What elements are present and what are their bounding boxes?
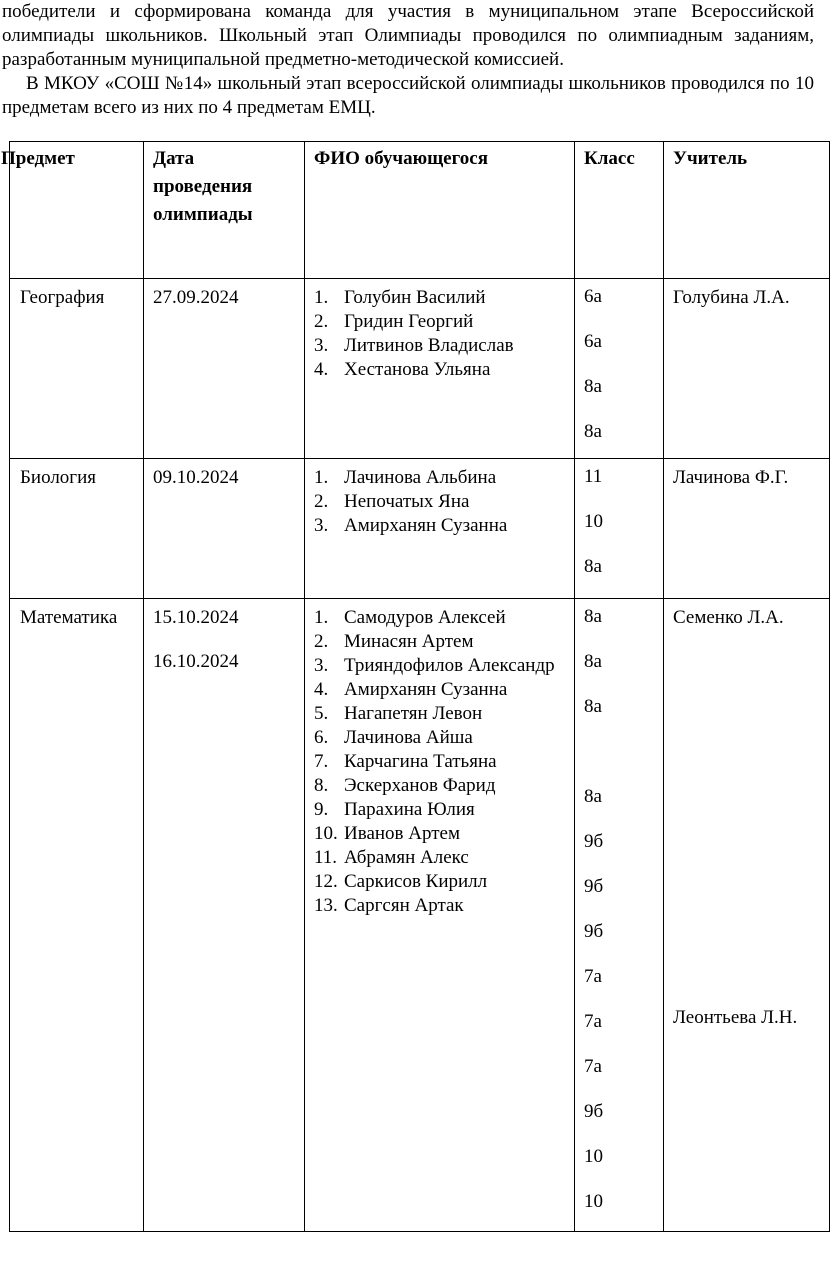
intro-paragraph-1: победители и сформирована команда для участия в муниципальном этапе Всероссийской олимпиады школьников. Школьный этап Олимпиады проводился по олимпиадным заданиям, разработанным муниципальной предметно-методической комиссией. bbox=[2, 1, 814, 70]
grade-value: 11 bbox=[584, 466, 603, 487]
date-value: 16.10.2024 bbox=[153, 651, 239, 672]
grade-value: 9б bbox=[584, 921, 604, 942]
grade-value: 10 bbox=[584, 511, 603, 532]
grade-value: 9б bbox=[584, 876, 604, 897]
intro-paragraph-2: В МКОУ «СОШ №14» школьный этап всероссийской олимпиады школьников проводился по 10 предметам всего из них по 4 предметам ЕМЦ. bbox=[2, 73, 814, 118]
grade-value: 6а bbox=[584, 286, 602, 307]
grade-value: 9б bbox=[584, 831, 604, 852]
grade-value: 8а bbox=[584, 651, 602, 672]
grade-value: 9б bbox=[584, 1101, 604, 1122]
students-cell bbox=[305, 599, 575, 1232]
date-value: 09.10.2024 bbox=[153, 467, 239, 488]
date-cell bbox=[144, 279, 305, 459]
list-item: 5. Нагапетян Левон bbox=[314, 703, 483, 724]
teacher-name: Леонтьева Л.Н. bbox=[673, 1007, 798, 1028]
students-cell bbox=[305, 279, 575, 459]
list-item: 2. Минасян Артем bbox=[314, 631, 474, 652]
table-row bbox=[10, 459, 830, 599]
grade-value: 7а bbox=[584, 1011, 602, 1032]
student-list bbox=[314, 286, 565, 382]
grade-value: 7а bbox=[584, 1056, 602, 1077]
student-list bbox=[314, 606, 565, 918]
teacher-name: Голубина Л.А. bbox=[673, 287, 790, 308]
teacher-cell bbox=[664, 459, 830, 599]
teacher-name: Лачинова Ф.Г. bbox=[673, 467, 789, 488]
list-item: 9. Парахина Юлия bbox=[314, 799, 475, 820]
list-item: 4. Хестанова Ульяна bbox=[314, 359, 491, 380]
grade-value: 10 bbox=[584, 1146, 603, 1167]
subject-cell: Биология bbox=[10, 459, 144, 599]
list-item: 6. Лачинова Айша bbox=[314, 727, 473, 748]
teacher-name: Семенко Л.А. bbox=[673, 607, 784, 628]
list-item: 2. Гридин Георгий bbox=[314, 311, 474, 332]
list-item: 1. Голубин Василий bbox=[314, 287, 486, 308]
list-item: 3. Трияндофилов Александр bbox=[314, 655, 555, 676]
grade-value: 10 bbox=[584, 1191, 603, 1212]
date-value: 15.10.2024 bbox=[153, 607, 239, 628]
header-student: ФИО обучающегося bbox=[305, 142, 575, 279]
grade-value: 8а bbox=[584, 421, 602, 442]
grade-value: 7а bbox=[584, 966, 602, 987]
table-row bbox=[10, 279, 830, 459]
grade-value: 8а bbox=[584, 696, 602, 717]
teacher-cell bbox=[664, 279, 830, 459]
list-item: 13. Саргсян Артак bbox=[314, 895, 464, 916]
students-cell bbox=[305, 459, 575, 599]
list-item: 10. Иванов Артем bbox=[314, 823, 460, 844]
olympiad-table bbox=[1, 141, 830, 1232]
grade-value: 8а bbox=[584, 376, 602, 397]
list-item: 4. Амирханян Сузанна bbox=[314, 679, 508, 700]
date-cell bbox=[144, 599, 305, 1232]
student-list bbox=[314, 466, 565, 538]
list-item: 8. Эскерханов Фарид bbox=[314, 775, 496, 796]
date-cell bbox=[144, 459, 305, 599]
grade-value: 8а bbox=[584, 606, 602, 627]
grades-cell bbox=[575, 279, 664, 459]
grade-value: 8а bbox=[584, 786, 602, 807]
list-item: 2. Непочатых Яна bbox=[314, 491, 470, 512]
subject-cell: География bbox=[10, 279, 144, 459]
list-item: 3. Амирханян Сузанна bbox=[314, 515, 508, 536]
subject-cell: Математика bbox=[10, 599, 144, 1232]
intro-text bbox=[2, 0, 814, 120]
table-header-row bbox=[10, 142, 830, 279]
teacher-cell bbox=[664, 599, 830, 1232]
table-row bbox=[10, 599, 830, 1232]
list-item: 12. Саркисов Кирилл bbox=[314, 871, 488, 892]
list-item: 1. Лачинова Альбина bbox=[314, 467, 497, 488]
grades-cell bbox=[575, 459, 664, 599]
grade-value: 8а bbox=[584, 556, 602, 577]
list-item: 11. Абрамян Алекс bbox=[314, 847, 469, 868]
grade-value: 6а bbox=[584, 331, 602, 352]
date-value: 27.09.2024 bbox=[153, 287, 239, 308]
header-teacher: Учитель bbox=[664, 142, 830, 279]
header-grade: Класс bbox=[575, 142, 664, 279]
list-item: 3. Литвинов Владислав bbox=[314, 335, 514, 356]
header-subject: Предмет bbox=[10, 142, 144, 279]
list-item: 7. Карчагина Татьяна bbox=[314, 751, 497, 772]
grades-cell bbox=[575, 599, 664, 1232]
header-date: Дата проведения олимпиады bbox=[144, 142, 305, 279]
list-item: 1. Самодуров Алексей bbox=[314, 607, 506, 628]
